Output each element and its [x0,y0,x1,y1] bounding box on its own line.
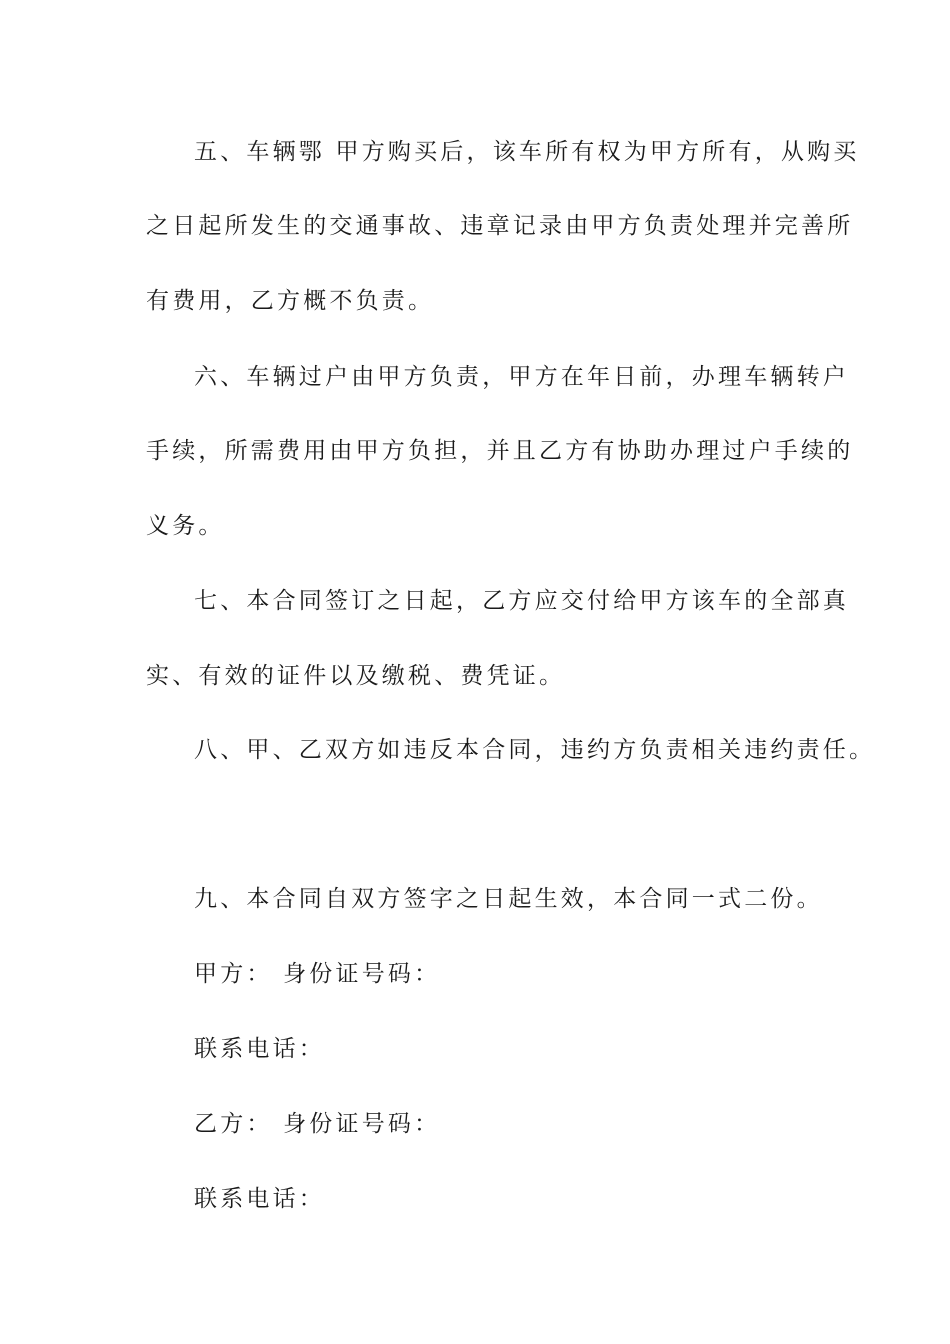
clause-5-line-3: 有费用，乙方概不负责。 [146,288,435,314]
party-b-phone-line: 联系电话： [194,1186,325,1212]
clause-7-line-2: 实、有效的证件以及缴税、费凭证。 [146,663,566,689]
party-a-phone-line: 联系电话： [194,1036,325,1062]
clause-6-line-3: 义务。 [146,513,225,539]
party-a-id-line: 甲方： 身份证号码： [194,961,441,987]
clause-5-line-2: 之日起所发生的交通事故、违章记录由甲方负责处理并完善所 [146,213,854,239]
clause-7-line-1: 七、本合同签订之日起，乙方应交付给甲方该车的全部真 [194,588,849,614]
clause-5-line-1: 五、车辆鄂 甲方购买后，该车所有权为甲方所有，从购买 [194,139,860,165]
clause-6-line-1: 六、车辆过户由甲方负责，甲方在年日前，办理车辆转户 [194,364,849,390]
party-b-id-line: 乙方： 身份证号码： [194,1111,441,1137]
clause-6-line-2: 手续，所需费用由甲方负担，并且乙方有协助办理过户手续的 [146,438,854,464]
clause-8-line-1: 八、甲、乙双方如违反本合同，违约方负责相关违约责任。 [194,737,876,763]
clause-9-line-1: 九、本合同自双方签字之日起生效，本合同一式二份。 [194,886,823,912]
